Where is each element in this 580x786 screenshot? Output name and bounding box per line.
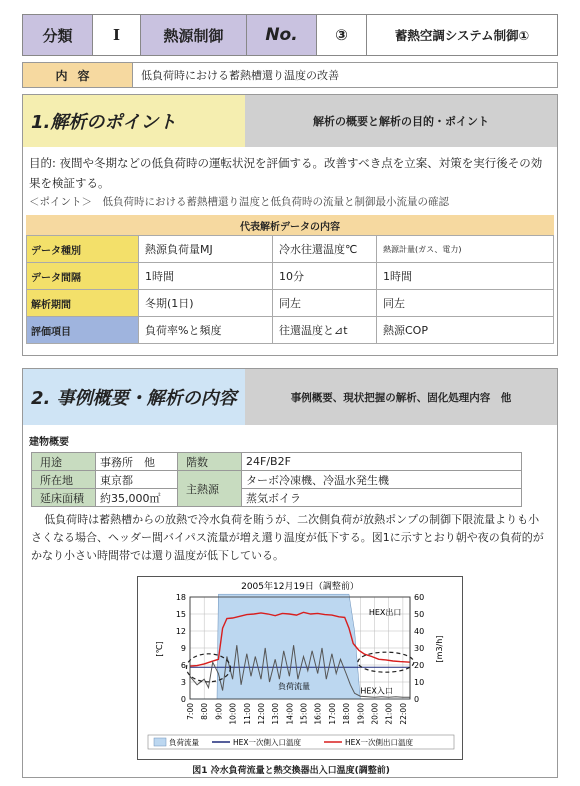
location-label: 所在地 — [32, 471, 96, 489]
x-tick-label: 16:00 — [313, 703, 323, 725]
section1-title: 1.解析のポイント — [23, 95, 245, 147]
no-value: ③ — [317, 15, 367, 55]
cell: 1時間 — [377, 263, 554, 290]
x-tick-label: 19:00 — [356, 703, 366, 725]
category-label: 熱源制御 — [141, 15, 247, 55]
data-table — [26, 235, 554, 344]
annotation-load: 負荷流量 — [278, 681, 310, 691]
source-label: 主熱源 — [178, 471, 242, 507]
x-tick-label: 22:00 — [398, 703, 408, 725]
x-tick-label: 15:00 — [299, 703, 309, 725]
content-value: 低負荷時における蓄熱槽還り温度の改善 — [141, 69, 339, 82]
y2-tick-label: 30 — [414, 644, 425, 653]
building-label: 建物概要 — [29, 437, 69, 448]
cell: 冬期(1日) — [139, 290, 273, 317]
use-label: 用途 — [32, 453, 96, 471]
y2-tick-label: 10 — [414, 678, 425, 687]
chart-svg — [138, 577, 464, 761]
section1-subtitle: 解析の概要と解析の目的・ポイント — [245, 95, 557, 147]
x-tick-label: 21:00 — [384, 703, 394, 725]
no-label: No. — [247, 15, 317, 55]
cell: 往還温度と⊿t — [273, 317, 377, 344]
table-row — [27, 263, 554, 290]
y-tick-label: 3 — [180, 678, 186, 687]
y-axis-label: [℃] — [155, 641, 164, 657]
y2-tick-label: 20 — [414, 661, 425, 670]
y2-axis-label: [m3/h] — [435, 635, 444, 663]
location-value: 東京都 — [96, 471, 178, 489]
row-label: 解析期間 — [27, 290, 139, 317]
cell: 熱源COP — [377, 317, 554, 344]
bunrui-value: I — [93, 15, 141, 55]
y2-tick-label: 50 — [414, 610, 425, 619]
table-row — [32, 471, 522, 489]
section2-title: 2. 事例概要・解析の内容 — [23, 369, 245, 425]
purpose-text: 目的: 夜間や冬期などの低負荷時の運転状況を評価する。改善すべき点を立案、対策を実行後その効果を検証する。 — [29, 156, 543, 190]
x-tick-label: 9:00 — [214, 703, 224, 720]
cell: 10分 — [273, 263, 377, 290]
x-tick-label: 10:00 — [228, 703, 238, 725]
row-label: データ間隔 — [27, 263, 139, 290]
legend-label-hex-in: HEX一次側入口温度 — [233, 738, 302, 747]
table-row — [32, 489, 522, 507]
analysis-paragraph: 低負荷時は蓄熱槽からの放熱で冷水負荷を賄うが、二次側負荷が放熱ポンプの制御下限流量よりも小さくなる場合、ヘッダー間バイパス流量が増え還り温度が低下する。図1に示すとおり朝や夜の負荷的がかなり小さい時間帯では還り温度が低下している。 — [31, 513, 544, 562]
floors-label: 階数 — [178, 453, 242, 471]
table-row — [32, 453, 522, 471]
x-tick-label: 7:00 — [186, 703, 195, 720]
cell: 負荷率%と頻度 — [139, 317, 273, 344]
x-tick-label: 8:00 — [200, 703, 210, 720]
cell: 熱源計量(ガス、電力) — [377, 236, 554, 263]
x-tick-label: 13:00 — [271, 703, 281, 725]
data-table-title: 代表解析データの内容 — [26, 215, 554, 235]
header-bar — [22, 14, 558, 56]
legend-swatch-load — [154, 738, 166, 746]
system-title: 蓄熱空調システム制御① — [367, 15, 557, 55]
y2-tick-label: 0 — [414, 695, 420, 704]
y-tick-label: 18 — [175, 593, 186, 602]
y-tick-label: 0 — [180, 695, 186, 704]
source-value-1: ターボ冷凍機、冷温水発生機 — [242, 471, 522, 489]
y-tick-label: 15 — [175, 610, 186, 619]
y-tick-label: 12 — [175, 627, 186, 636]
section2-head — [23, 369, 557, 425]
building-table — [31, 452, 522, 507]
legend-label-hex-out: HEX一次側出口温度 — [345, 738, 414, 747]
chart-title: 2005年12月19日（調整前） — [241, 582, 359, 592]
y2-tick-label: 40 — [414, 627, 425, 636]
x-tick-label: 11:00 — [242, 703, 252, 725]
cell: 同左 — [377, 290, 554, 317]
x-tick-label: 12:00 — [256, 703, 266, 725]
legend-label-load: 負荷流量 — [169, 738, 199, 747]
row-label: データ種別 — [27, 236, 139, 263]
section-analysis-point — [22, 94, 558, 356]
content-row — [22, 62, 558, 88]
cell: 1時間 — [139, 263, 273, 290]
bunrui-label: 分類 — [23, 15, 93, 55]
y-tick-label: 9 — [180, 644, 186, 653]
x-tick-label: 14:00 — [285, 703, 295, 725]
use-value: 事務所 他 — [96, 453, 178, 471]
table-row — [27, 317, 554, 344]
floors-value: 24F/B2F — [242, 453, 522, 471]
table-row — [27, 290, 554, 317]
source-value-2: 蒸気ボイラ — [242, 489, 522, 507]
annotation-hex-out: HEX出口 — [368, 608, 402, 618]
x-tick-label: 20:00 — [370, 703, 380, 725]
table-row — [27, 236, 554, 263]
cell: 冷水往還温度℃ — [273, 236, 377, 263]
section2-subtitle: 事例概要、現状把握の解析、固化処理内容 他 — [245, 369, 557, 425]
x-tick-label: 17:00 — [327, 703, 337, 725]
x-tick-label: 18:00 — [342, 703, 352, 725]
content-label: 内容 — [23, 63, 133, 87]
area-value: 約35,000㎡ — [96, 489, 178, 507]
figure-caption: 図1 冷水負荷流量と熱交換器出入口温度(調整前) — [192, 766, 390, 776]
y2-tick-label: 60 — [414, 593, 425, 602]
section1-head — [23, 95, 557, 147]
cell: 同左 — [273, 290, 377, 317]
y-tick-label: 6 — [180, 661, 186, 670]
point-text: ＜ポイント＞ 低負荷時における蓄熱槽還り温度と低負荷時の流量と制御最小流量の確認 — [29, 196, 449, 208]
area-label: 延床面積 — [32, 489, 96, 507]
cell: 熱源負荷量MJ — [139, 236, 273, 263]
annotation-hex-in: HEX入口 — [360, 686, 393, 696]
figure1-chart — [137, 576, 463, 760]
row-label: 評価項目 — [27, 317, 139, 344]
section-case-overview — [22, 368, 558, 778]
